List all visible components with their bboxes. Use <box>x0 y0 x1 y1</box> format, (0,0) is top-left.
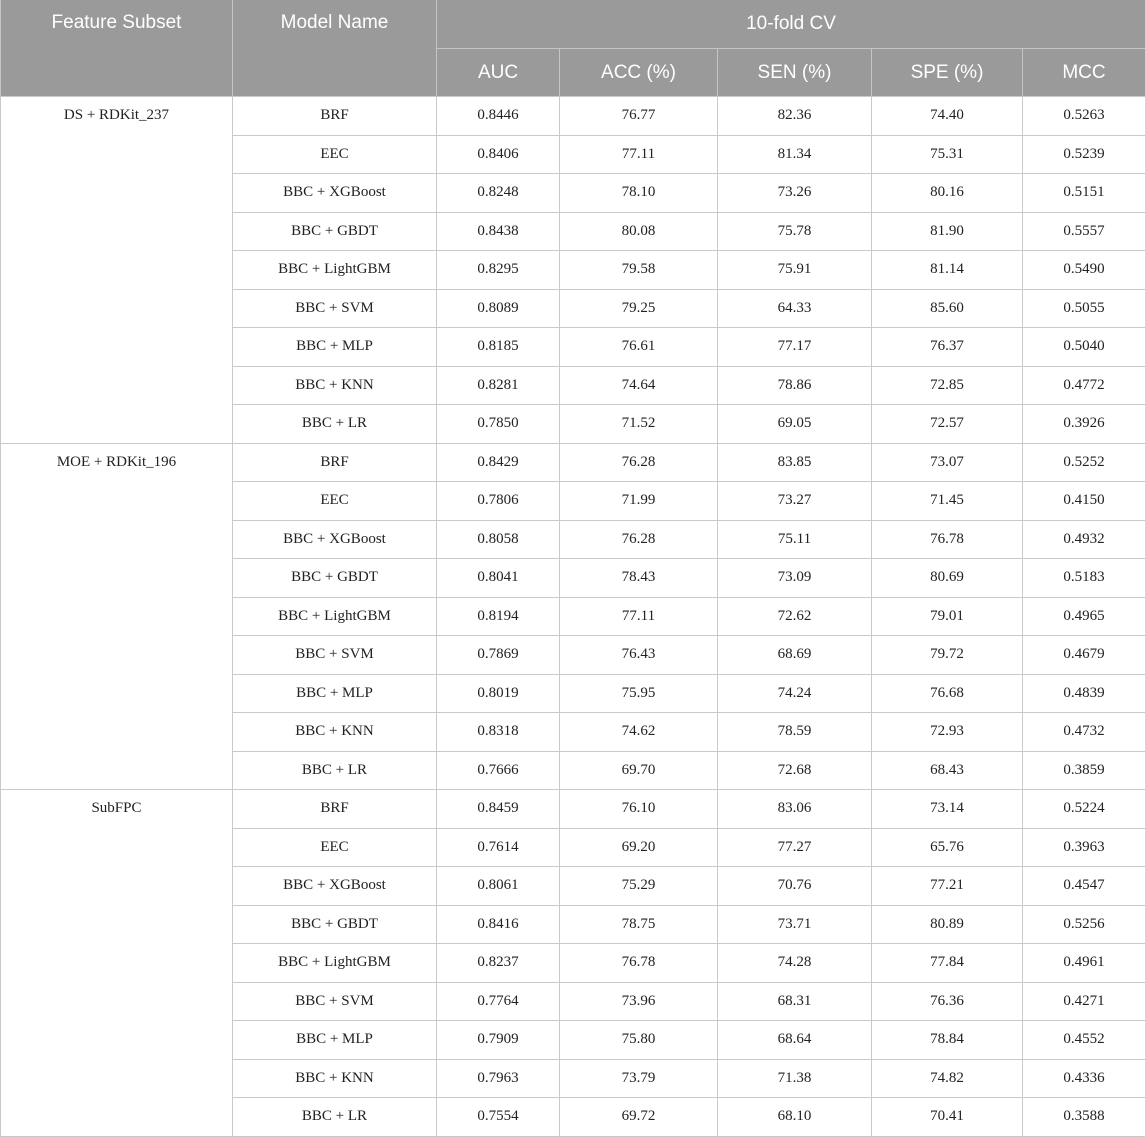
sen-cell: 64.33 <box>718 289 872 328</box>
spe-cell: 72.85 <box>872 366 1023 405</box>
acc-cell: 71.52 <box>560 405 718 444</box>
spe-cell: 81.14 <box>872 251 1023 290</box>
sen-cell: 73.71 <box>718 905 872 944</box>
acc-cell: 71.99 <box>560 482 718 521</box>
sen-cell: 68.64 <box>718 1021 872 1060</box>
auc-cell: 0.8281 <box>437 366 560 405</box>
spe-cell: 81.90 <box>872 212 1023 251</box>
acc-cell: 76.28 <box>560 443 718 482</box>
sen-cell: 78.86 <box>718 366 872 405</box>
model-name-cell: EEC <box>233 135 437 174</box>
mcc-cell: 0.5263 <box>1023 97 1145 136</box>
model-name-cell: BBC + KNN <box>233 713 437 752</box>
sen-cell: 74.28 <box>718 944 872 983</box>
auc-cell: 0.8089 <box>437 289 560 328</box>
sen-cell: 69.05 <box>718 405 872 444</box>
mcc-cell: 0.4772 <box>1023 366 1145 405</box>
spe-cell: 80.69 <box>872 559 1023 598</box>
sen-cell: 78.59 <box>718 713 872 752</box>
table-row <box>1 97 1145 136</box>
spe-cell: 73.07 <box>872 443 1023 482</box>
auc-cell: 0.8185 <box>437 328 560 367</box>
mcc-cell: 0.5557 <box>1023 212 1145 251</box>
sen-cell: 73.27 <box>718 482 872 521</box>
model-name-cell: EEC <box>233 482 437 521</box>
header-spe: SPE (%) <box>872 49 1023 97</box>
auc-cell: 0.8019 <box>437 674 560 713</box>
auc-cell: 0.7806 <box>437 482 560 521</box>
sen-cell: 74.24 <box>718 674 872 713</box>
acc-cell: 76.28 <box>560 520 718 559</box>
acc-cell: 69.72 <box>560 1098 718 1137</box>
header-cv: 10-fold CV <box>437 0 1145 49</box>
feature-subset-cell: DS + RDKit_237 <box>1 97 233 444</box>
auc-cell: 0.8194 <box>437 597 560 636</box>
mcc-cell: 0.4732 <box>1023 713 1145 752</box>
model-name-cell: BBC + LR <box>233 405 437 444</box>
auc-cell: 0.8406 <box>437 135 560 174</box>
spe-cell: 75.31 <box>872 135 1023 174</box>
spe-cell: 76.37 <box>872 328 1023 367</box>
spe-cell: 79.72 <box>872 636 1023 675</box>
mcc-cell: 0.3963 <box>1023 828 1145 867</box>
sen-cell: 77.17 <box>718 328 872 367</box>
spe-cell: 71.45 <box>872 482 1023 521</box>
header-acc: ACC (%) <box>560 49 718 97</box>
auc-cell: 0.7963 <box>437 1059 560 1098</box>
spe-cell: 78.84 <box>872 1021 1023 1060</box>
auc-cell: 0.8438 <box>437 212 560 251</box>
feature-subset-cell: MOE + RDKit_196 <box>1 443 233 790</box>
auc-cell: 0.8061 <box>437 867 560 906</box>
mcc-cell: 0.5224 <box>1023 790 1145 829</box>
mcc-cell: 0.4965 <box>1023 597 1145 636</box>
model-name-cell: BBC + LightGBM <box>233 944 437 983</box>
acc-cell: 74.64 <box>560 366 718 405</box>
model-name-cell: BBC + XGBoost <box>233 174 437 213</box>
spe-cell: 80.89 <box>872 905 1023 944</box>
auc-cell: 0.7909 <box>437 1021 560 1060</box>
auc-cell: 0.8058 <box>437 520 560 559</box>
model-name-cell: BBC + GBDT <box>233 559 437 598</box>
sen-cell: 81.34 <box>718 135 872 174</box>
auc-cell: 0.7764 <box>437 982 560 1021</box>
table-body <box>1 97 1145 1137</box>
sen-cell: 72.68 <box>718 751 872 790</box>
header-feature-subset: Feature Subset <box>1 0 233 97</box>
sen-cell: 68.31 <box>718 982 872 1021</box>
model-name-cell: EEC <box>233 828 437 867</box>
sen-cell: 75.78 <box>718 212 872 251</box>
sen-cell: 82.36 <box>718 97 872 136</box>
auc-cell: 0.8295 <box>437 251 560 290</box>
model-name-cell: BBC + LightGBM <box>233 597 437 636</box>
mcc-cell: 0.5055 <box>1023 289 1145 328</box>
spe-cell: 74.40 <box>872 97 1023 136</box>
acc-cell: 75.29 <box>560 867 718 906</box>
spe-cell: 76.68 <box>872 674 1023 713</box>
model-name-cell: BRF <box>233 790 437 829</box>
acc-cell: 80.08 <box>560 212 718 251</box>
spe-cell: 76.36 <box>872 982 1023 1021</box>
spe-cell: 80.16 <box>872 174 1023 213</box>
model-name-cell: BBC + MLP <box>233 1021 437 1060</box>
model-name-cell: BBC + XGBoost <box>233 520 437 559</box>
table-header <box>1 0 1145 97</box>
auc-cell: 0.8446 <box>437 97 560 136</box>
model-name-cell: BBC + KNN <box>233 1059 437 1098</box>
header-auc: AUC <box>437 49 560 97</box>
spe-cell: 74.82 <box>872 1059 1023 1098</box>
sen-cell: 75.91 <box>718 251 872 290</box>
model-name-cell: BBC + LightGBM <box>233 251 437 290</box>
acc-cell: 76.78 <box>560 944 718 983</box>
header-model-name: Model Name <box>233 0 437 97</box>
mcc-cell: 0.5151 <box>1023 174 1145 213</box>
mcc-cell: 0.5256 <box>1023 905 1145 944</box>
spe-cell: 79.01 <box>872 597 1023 636</box>
acc-cell: 73.79 <box>560 1059 718 1098</box>
sen-cell: 75.11 <box>718 520 872 559</box>
mcc-cell: 0.4552 <box>1023 1021 1145 1060</box>
sen-cell: 68.10 <box>718 1098 872 1137</box>
acc-cell: 76.43 <box>560 636 718 675</box>
table-row <box>1 443 1145 482</box>
model-name-cell: BBC + MLP <box>233 328 437 367</box>
acc-cell: 69.20 <box>560 828 718 867</box>
header-mcc: MCC <box>1023 49 1145 97</box>
acc-cell: 76.77 <box>560 97 718 136</box>
acc-cell: 79.25 <box>560 289 718 328</box>
sen-cell: 83.85 <box>718 443 872 482</box>
mcc-cell: 0.5239 <box>1023 135 1145 174</box>
sen-cell: 72.62 <box>718 597 872 636</box>
header-sen: SEN (%) <box>718 49 872 97</box>
spe-cell: 70.41 <box>872 1098 1023 1137</box>
mcc-cell: 0.3859 <box>1023 751 1145 790</box>
auc-cell: 0.8429 <box>437 443 560 482</box>
sen-cell: 83.06 <box>718 790 872 829</box>
auc-cell: 0.7850 <box>437 405 560 444</box>
header-row-top <box>1 0 1145 49</box>
spe-cell: 72.57 <box>872 405 1023 444</box>
spe-cell: 68.43 <box>872 751 1023 790</box>
acc-cell: 78.10 <box>560 174 718 213</box>
mcc-cell: 0.4839 <box>1023 674 1145 713</box>
spe-cell: 85.60 <box>872 289 1023 328</box>
spe-cell: 77.21 <box>872 867 1023 906</box>
auc-cell: 0.8237 <box>437 944 560 983</box>
sen-cell: 77.27 <box>718 828 872 867</box>
spe-cell: 65.76 <box>872 828 1023 867</box>
auc-cell: 0.8041 <box>437 559 560 598</box>
auc-cell: 0.7869 <box>437 636 560 675</box>
acc-cell: 69.70 <box>560 751 718 790</box>
mcc-cell: 0.5040 <box>1023 328 1145 367</box>
sen-cell: 70.76 <box>718 867 872 906</box>
model-name-cell: BBC + LR <box>233 1098 437 1137</box>
auc-cell: 0.8248 <box>437 174 560 213</box>
model-name-cell: BBC + SVM <box>233 636 437 675</box>
mcc-cell: 0.4336 <box>1023 1059 1145 1098</box>
spe-cell: 73.14 <box>872 790 1023 829</box>
mcc-cell: 0.3588 <box>1023 1098 1145 1137</box>
model-name-cell: BBC + SVM <box>233 289 437 328</box>
auc-cell: 0.8459 <box>437 790 560 829</box>
model-name-cell: BRF <box>233 97 437 136</box>
model-name-cell: BBC + GBDT <box>233 905 437 944</box>
mcc-cell: 0.5183 <box>1023 559 1145 598</box>
mcc-cell: 0.4932 <box>1023 520 1145 559</box>
mcc-cell: 0.4271 <box>1023 982 1145 1021</box>
mcc-cell: 0.4961 <box>1023 944 1145 983</box>
spe-cell: 76.78 <box>872 520 1023 559</box>
mcc-cell: 0.3926 <box>1023 405 1145 444</box>
auc-cell: 0.7614 <box>437 828 560 867</box>
sen-cell: 71.38 <box>718 1059 872 1098</box>
acc-cell: 77.11 <box>560 597 718 636</box>
auc-cell: 0.7554 <box>437 1098 560 1137</box>
auc-cell: 0.7666 <box>437 751 560 790</box>
mcc-cell: 0.4150 <box>1023 482 1145 521</box>
model-name-cell: BRF <box>233 443 437 482</box>
acc-cell: 79.58 <box>560 251 718 290</box>
feature-subset-cell: SubFPC <box>1 790 233 1137</box>
sen-cell: 73.26 <box>718 174 872 213</box>
model-name-cell: BBC + KNN <box>233 366 437 405</box>
acc-cell: 74.62 <box>560 713 718 752</box>
model-name-cell: BBC + XGBoost <box>233 867 437 906</box>
sen-cell: 68.69 <box>718 636 872 675</box>
model-name-cell: BBC + SVM <box>233 982 437 1021</box>
mcc-cell: 0.5252 <box>1023 443 1145 482</box>
acc-cell: 75.95 <box>560 674 718 713</box>
acc-cell: 77.11 <box>560 135 718 174</box>
acc-cell: 73.96 <box>560 982 718 1021</box>
spe-cell: 72.93 <box>872 713 1023 752</box>
acc-cell: 75.80 <box>560 1021 718 1060</box>
acc-cell: 78.43 <box>560 559 718 598</box>
auc-cell: 0.8318 <box>437 713 560 752</box>
model-name-cell: BBC + MLP <box>233 674 437 713</box>
acc-cell: 76.10 <box>560 790 718 829</box>
spe-cell: 77.84 <box>872 944 1023 983</box>
auc-cell: 0.8416 <box>437 905 560 944</box>
acc-cell: 78.75 <box>560 905 718 944</box>
table-row <box>1 790 1145 829</box>
sen-cell: 73.09 <box>718 559 872 598</box>
mcc-cell: 0.4679 <box>1023 636 1145 675</box>
mcc-cell: 0.5490 <box>1023 251 1145 290</box>
mcc-cell: 0.4547 <box>1023 867 1145 906</box>
acc-cell: 76.61 <box>560 328 718 367</box>
model-name-cell: BBC + LR <box>233 751 437 790</box>
model-name-cell: BBC + GBDT <box>233 212 437 251</box>
